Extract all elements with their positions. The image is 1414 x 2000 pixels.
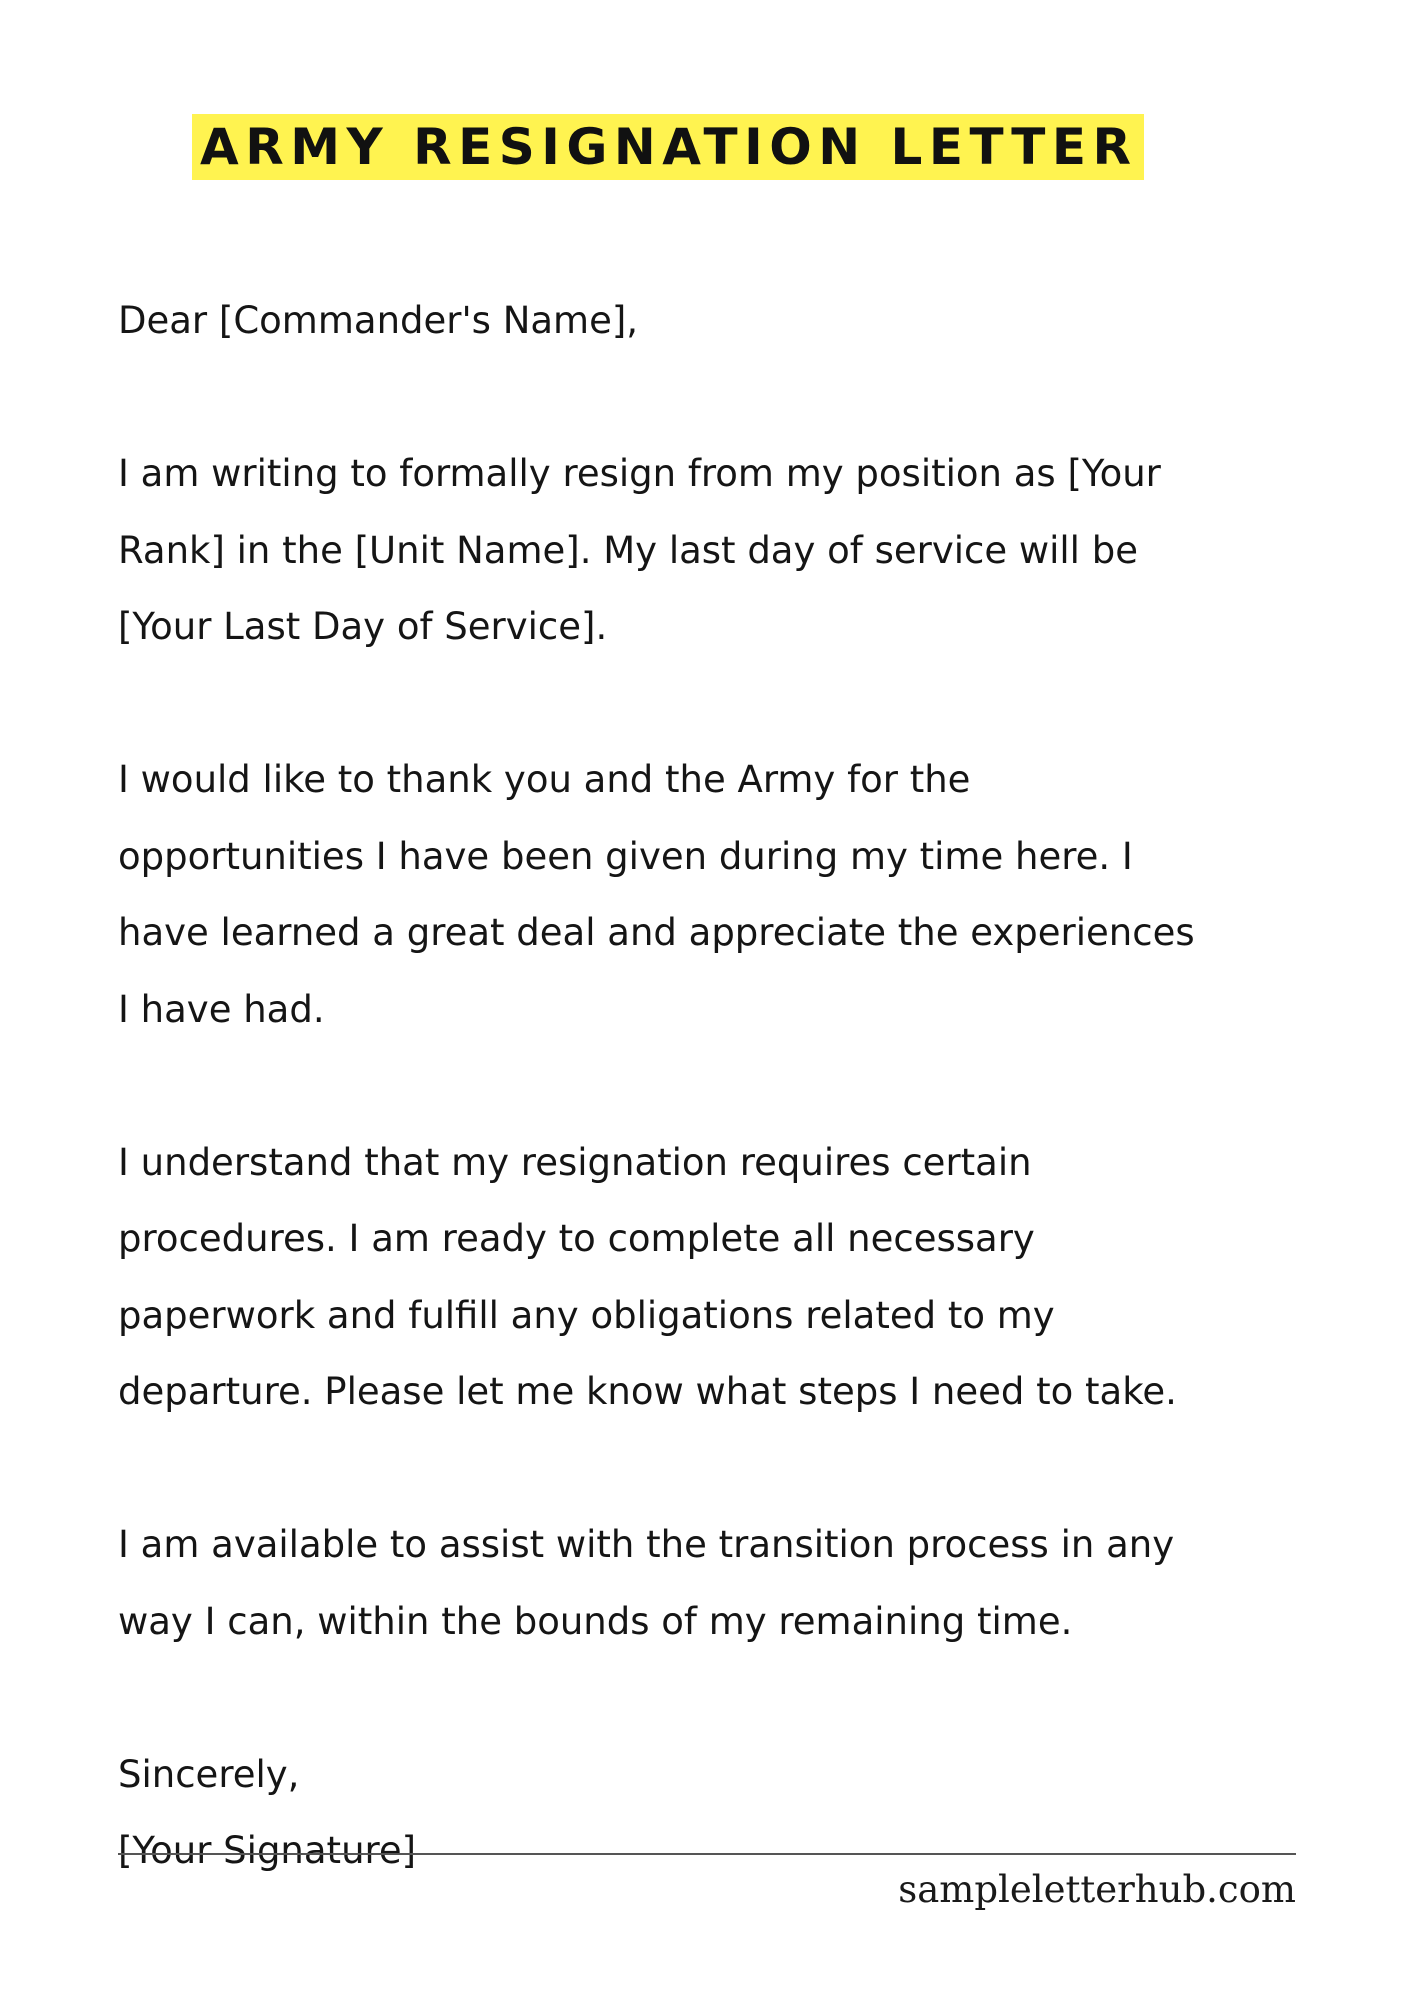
paragraph-line: I would like to thank you and the Army for the (118, 758, 971, 801)
paragraph-line: departure. Please let me know what steps I need to take. (118, 1370, 1177, 1413)
letter-title: ARMY RESIGNATION LETTER (200, 118, 1138, 176)
paragraph-line: way I can, within the bounds of my remaining time. (118, 1599, 1073, 1643)
closing (118, 1737, 1358, 1890)
footer-website: sampleletterhub.com (898, 1868, 1296, 1911)
paragraph-line: procedures. I am ready to complete all necessary (118, 1217, 1035, 1260)
paragraph-line: I understand that my resignation requires certain (118, 1140, 1032, 1184)
paragraph-2 (118, 742, 1358, 1048)
paragraph-line: Rank] in the [Unit Name]. My last day of service will be (118, 528, 1138, 572)
salutation: Dear [Commander's Name], (118, 299, 639, 342)
signature-line (118, 1853, 1296, 1855)
paragraph-3 (118, 1125, 1358, 1431)
paragraph-line: have learned a great deal and appreciate the experiences (118, 911, 1195, 954)
paragraph-line: opportunities I have been given during my time here. I (118, 834, 1133, 878)
paragraph-line: I have had. (118, 987, 325, 1031)
paragraph-4 (118, 1507, 1358, 1660)
signature-placeholder: [Your Signature] (118, 1829, 417, 1872)
paragraph-1 (118, 436, 1358, 666)
paragraph-line: I am available to assist with the transition process in any (118, 1523, 1175, 1566)
letter-body (118, 283, 1358, 1890)
paragraph-line: paperwork and fulfill any obligations related to my (118, 1293, 1055, 1337)
closing-text: Sincerely, (118, 1752, 300, 1796)
paragraph-line: [Your Last Day of Service]. (118, 605, 608, 648)
paragraph-line: I am writing to formally resign from my position as [Your (118, 452, 1161, 495)
title-highlight (192, 114, 1144, 180)
